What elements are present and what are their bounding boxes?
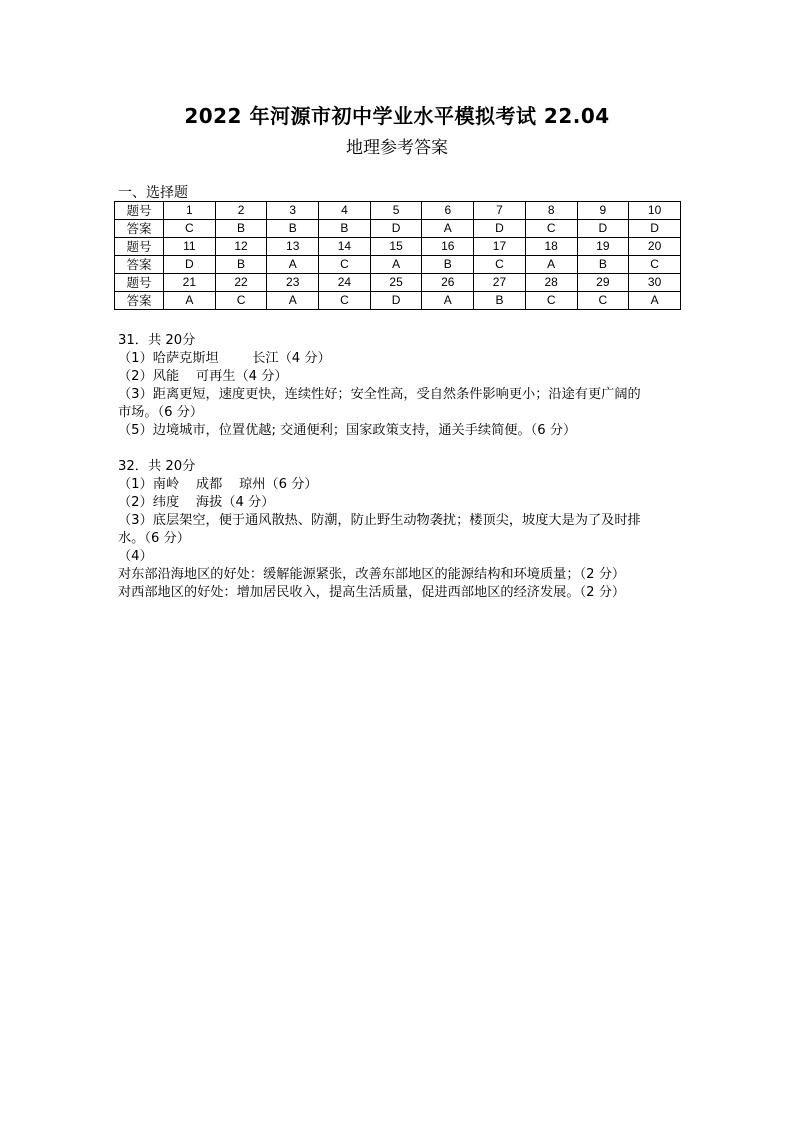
answer-line: （3）底层架空，便于通风散热、防潮，防止野生动物袭扰；楼顶尖，坡度大是为了及时排 — [118, 513, 641, 528]
table-cell: 24 — [319, 274, 371, 292]
table-cell: B — [474, 292, 526, 310]
row-label: 答案 — [115, 256, 164, 274]
table-cell: D — [629, 220, 681, 238]
answer-line: 水。（6 分） — [118, 531, 190, 546]
answer-line: 市场。（6 分） — [118, 405, 204, 420]
row-label: 答案 — [115, 220, 164, 238]
table-cell: 20 — [629, 238, 681, 256]
table-row — [115, 274, 681, 292]
table-cell: B — [422, 256, 474, 274]
document-title: 2022 年河源市初中学业水平模拟考试 22.04 — [184, 104, 610, 128]
answer-line: （2）风能 可再生（4 分） — [118, 369, 288, 384]
table-cell: 23 — [267, 274, 319, 292]
row-label: 题号 — [115, 274, 164, 292]
table-cell: A — [422, 292, 474, 310]
answer-line: （4） — [118, 549, 153, 564]
table-cell: A — [370, 256, 422, 274]
table-cell: B — [215, 256, 267, 274]
table-cell: C — [577, 292, 629, 310]
table-row — [115, 256, 681, 274]
table-cell: 8 — [525, 202, 577, 220]
table-row — [115, 220, 681, 238]
table-cell: 30 — [629, 274, 681, 292]
question-31 — [118, 332, 688, 440]
table-cell: 6 — [422, 202, 474, 220]
table-cell: A — [525, 256, 577, 274]
table-cell: D — [577, 220, 629, 238]
table-cell: A — [629, 292, 681, 310]
table-cell: 1 — [164, 202, 216, 220]
table-row — [115, 202, 681, 220]
table-cell: 25 — [370, 274, 422, 292]
table-cell: 9 — [577, 202, 629, 220]
table-cell: C — [629, 256, 681, 274]
table-cell: 27 — [474, 274, 526, 292]
table-cell: 13 — [267, 238, 319, 256]
table-cell: 2 — [215, 202, 267, 220]
table-cell: 17 — [474, 238, 526, 256]
row-label: 题号 — [115, 238, 164, 256]
table-cell: A — [422, 220, 474, 238]
table-cell: 15 — [370, 238, 422, 256]
table-cell: 12 — [215, 238, 267, 256]
section-heading-choice: 一、选择题 — [118, 185, 188, 201]
table-cell: 14 — [319, 238, 371, 256]
question-31-heading: 31．共 20分 — [118, 333, 196, 348]
question-32-heading: 32．共 20分 — [118, 459, 196, 474]
table-cell: B — [319, 220, 371, 238]
row-label: 题号 — [115, 202, 164, 220]
row-label: 答案 — [115, 292, 164, 310]
table-cell: 28 — [525, 274, 577, 292]
answer-line: 对西部地区的好处：增加居民收入，提高生活质量，促进西部地区的经济发展。（2 分） — [118, 585, 626, 600]
question-32 — [118, 458, 688, 602]
table-cell: D — [474, 220, 526, 238]
table-cell: 21 — [164, 274, 216, 292]
table-cell: 29 — [577, 274, 629, 292]
table-cell: C — [525, 292, 577, 310]
table-cell: D — [164, 256, 216, 274]
table-cell: 26 — [422, 274, 474, 292]
table-cell: 4 — [319, 202, 371, 220]
table-row — [115, 292, 681, 310]
table-row — [115, 238, 681, 256]
table-cell: C — [164, 220, 216, 238]
answer-line: （1）哈萨克斯坦 长江（4 分） — [118, 351, 331, 366]
table-cell: 18 — [525, 238, 577, 256]
document-subtitle: 地理参考答案 — [346, 138, 448, 158]
table-cell: B — [215, 220, 267, 238]
table-cell: A — [267, 256, 319, 274]
table-cell: C — [474, 256, 526, 274]
table-cell: C — [319, 292, 371, 310]
answer-line: 对东部沿海地区的好处：缓解能源紧张，改善东部地区的能源结构和环境质量；（2 分） — [118, 567, 626, 582]
table-cell: 19 — [577, 238, 629, 256]
table-cell: 10 — [629, 202, 681, 220]
table-cell: D — [370, 220, 422, 238]
answer-table — [114, 201, 681, 310]
table-cell: 16 — [422, 238, 474, 256]
table-cell: C — [215, 292, 267, 310]
table-cell: D — [370, 292, 422, 310]
table-cell: A — [267, 292, 319, 310]
table-cell: 5 — [370, 202, 422, 220]
table-cell: C — [319, 256, 371, 274]
table-cell: B — [577, 256, 629, 274]
table-cell: B — [267, 220, 319, 238]
answer-line: （2）纬度 海拔（4 分） — [118, 495, 275, 510]
table-cell: C — [525, 220, 577, 238]
table-cell: 7 — [474, 202, 526, 220]
answer-line: （1）南岭 成都 琼州（6 分） — [118, 477, 318, 492]
table-cell: 22 — [215, 274, 267, 292]
table-cell: 11 — [164, 238, 216, 256]
answer-line: （3）距离更短，速度更快，连续性好；安全性高，受自然条件影响更小；沿途有更广阔的 — [118, 387, 641, 402]
table-cell: 3 — [267, 202, 319, 220]
table-cell: A — [164, 292, 216, 310]
answer-line: （5）边境城市，位置优越; 交通便利；国家政策支持，通关手续简便。（6 分） — [118, 423, 577, 438]
